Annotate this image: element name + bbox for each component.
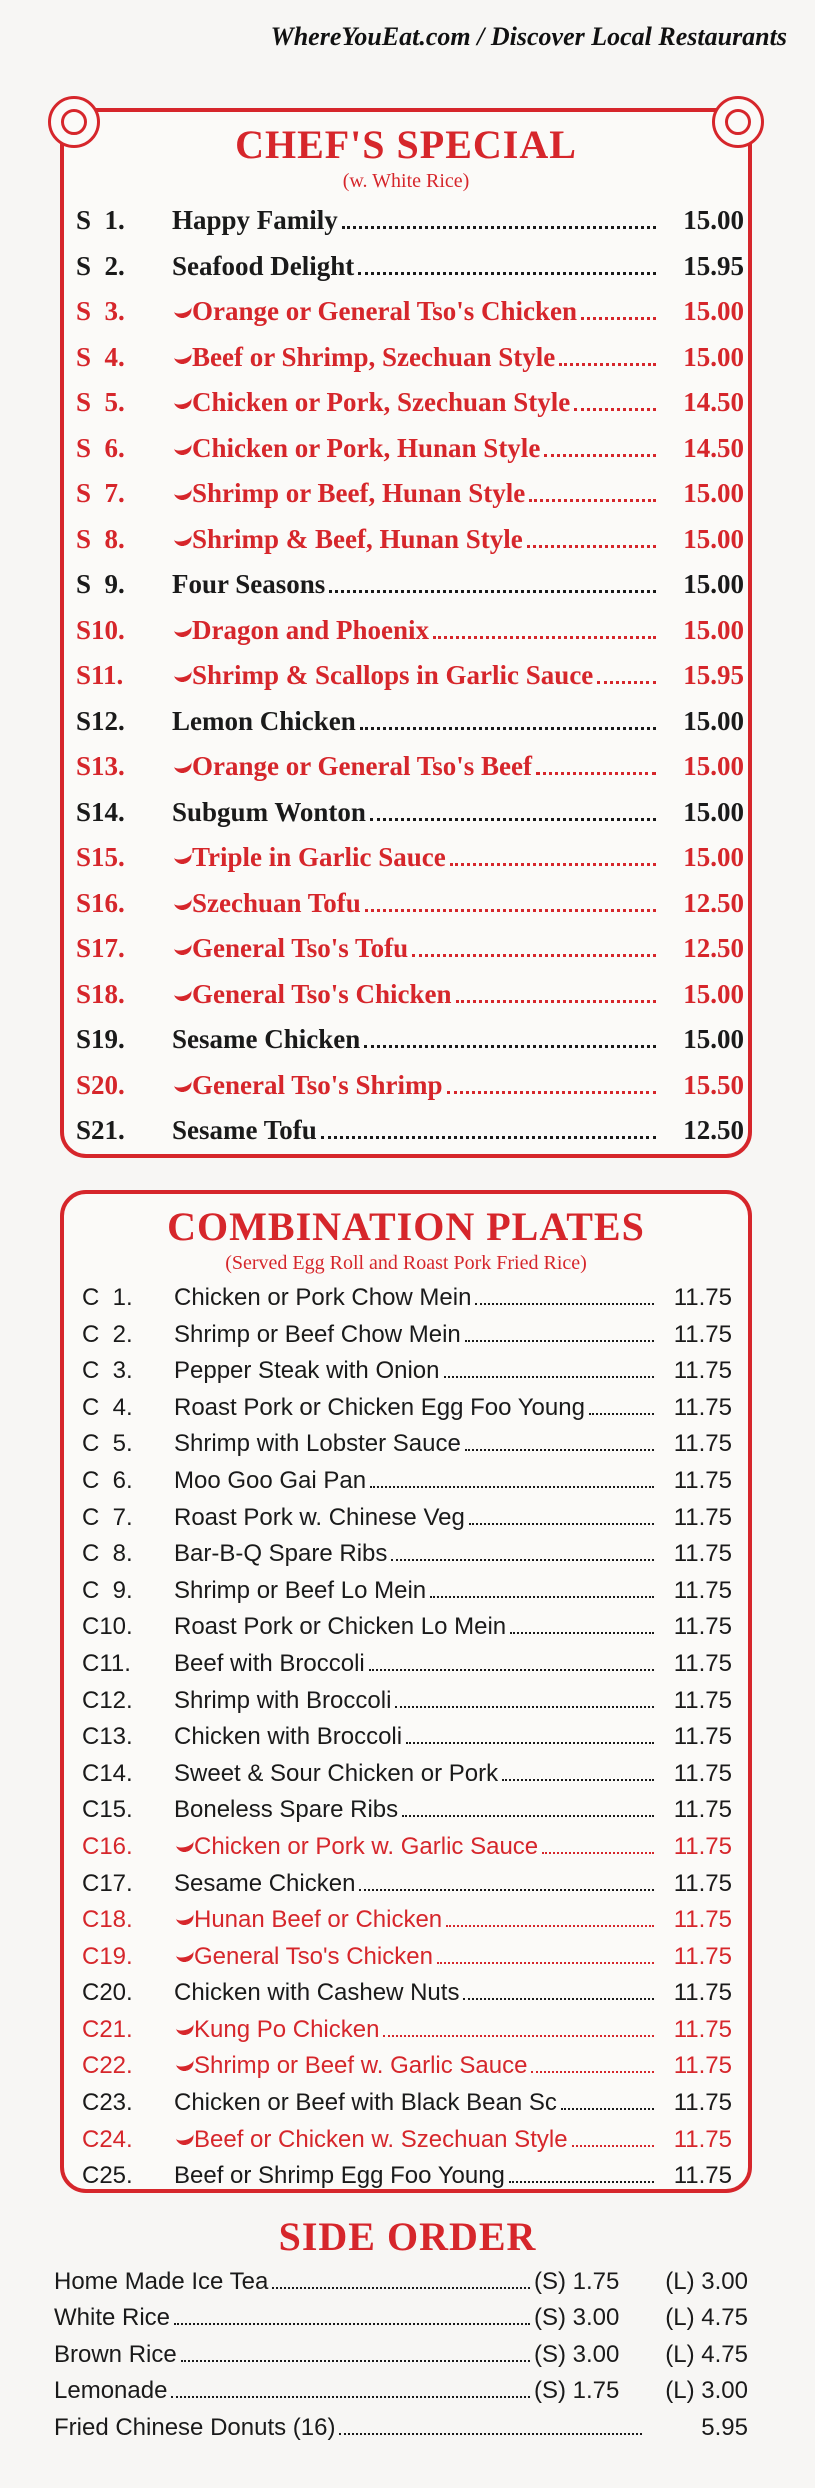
item-name: Beef with Broccoli	[174, 1649, 365, 1677]
large-price: (L) 4.75	[665, 2340, 748, 2368]
item-price: 11.75	[673, 1613, 732, 1641]
item-price: 12.50	[683, 887, 744, 918]
item-price: 15.95	[683, 250, 744, 281]
item-code: S13.	[76, 751, 125, 781]
item-name: Fried Chinese Donuts (16)	[54, 2413, 336, 2441]
item-name: Four Seasons	[172, 569, 326, 599]
item-code: C14.	[82, 1759, 133, 1787]
item-code: S19.	[76, 1024, 125, 1054]
menu-list	[76, 198, 744, 1154]
item-code: C25.	[82, 2162, 133, 2190]
item-code: S21.	[76, 1115, 125, 1145]
menu-item	[82, 1829, 732, 1866]
leader-dots	[447, 1091, 656, 1094]
menu-item	[76, 517, 744, 563]
item-name: Lemonade	[54, 2377, 168, 2405]
hot-pepper-icon	[174, 896, 192, 906]
item-code: C24.	[82, 2125, 133, 2153]
item-code: C22.	[82, 2052, 133, 2080]
hot-pepper-icon	[174, 441, 192, 451]
leader-dots	[444, 1376, 655, 1378]
item-name: General Tso's Tofu	[192, 933, 409, 963]
item-name: Orange or General Tso's Beef	[192, 751, 532, 781]
item-price: 11.75	[673, 1540, 732, 1568]
item-code: S15.	[76, 842, 125, 872]
item-price: 15.00	[683, 296, 744, 326]
menu-item	[82, 1609, 732, 1646]
item-code: S 9.	[76, 569, 125, 599]
item-name: General Tso's Shrimp	[192, 1069, 443, 1100]
leader-dots	[465, 1449, 654, 1451]
item-price: 11.75	[673, 1723, 732, 1751]
item-name: Shrimp or Beef Chow Mein	[174, 1320, 461, 1348]
side-order-list	[54, 2264, 748, 2446]
leader-dots	[412, 954, 656, 957]
item-code: C21.	[82, 2015, 133, 2043]
leader-dots	[171, 2396, 530, 2398]
item-code: C10.	[82, 1613, 133, 1641]
item-price: 11.75	[673, 1284, 732, 1311]
item-code: S 7.	[76, 478, 125, 508]
leader-dots	[433, 636, 656, 639]
item-code: C23.	[82, 2089, 133, 2117]
menu-item	[82, 1939, 732, 1976]
leader-dots	[527, 545, 656, 548]
leader-dots	[544, 454, 656, 457]
item-price: 14.50	[683, 387, 744, 417]
item-name: Beef or Chicken w. Szechuan Style	[194, 2125, 568, 2153]
menu-item	[76, 608, 744, 654]
menu-item	[82, 2048, 732, 2085]
leader-dots	[502, 1779, 654, 1781]
item-name: Happy Family	[172, 205, 338, 235]
item-price: 11.75	[673, 1576, 732, 1604]
item-price: 11.75	[673, 2015, 732, 2043]
hot-pepper-icon	[176, 2131, 194, 2141]
leader-dots	[463, 1998, 654, 2000]
menu-item	[76, 881, 744, 927]
item-name: Triple in Garlic Sauce	[192, 842, 446, 872]
menu-item	[82, 1719, 732, 1756]
menu-item	[82, 1756, 732, 1793]
menu-item	[82, 1317, 732, 1354]
hot-pepper-icon	[176, 1911, 194, 1921]
item-code: S20.	[76, 1069, 125, 1100]
item-name: Brown Rice	[54, 2340, 177, 2368]
item-code: C 8.	[82, 1540, 133, 1568]
item-price: 11.75	[673, 1393, 732, 1421]
section-title: SIDE ORDER	[278, 2214, 537, 2259]
leader-dots	[329, 590, 656, 593]
item-price: 12.50	[683, 933, 744, 963]
leader-dots	[391, 1559, 654, 1561]
menu-item	[82, 1426, 732, 1463]
item-name: Boneless Spare Ribs	[174, 1796, 399, 1824]
side-item	[54, 2264, 748, 2300]
leader-dots	[321, 1136, 656, 1139]
item-price: 15.50	[683, 1069, 744, 1100]
menu-item	[76, 926, 744, 972]
item-code: C19.	[82, 1942, 133, 1970]
leader-dots	[406, 1742, 654, 1744]
item-price: 11.75	[673, 1759, 732, 1787]
item-name: Sesame Chicken	[172, 1024, 361, 1054]
item-name: Beef or Shrimp Egg Foo Young	[174, 2162, 505, 2190]
item-name: Bar-B-Q Spare Ribs	[174, 1540, 388, 1568]
item-name: Roast Pork or Chicken Egg Foo Young	[174, 1393, 585, 1421]
item-code: C 4.	[82, 1393, 133, 1421]
menu-item	[76, 744, 744, 790]
leader-dots	[589, 1413, 654, 1415]
item-name: General Tso's Chicken	[194, 1942, 433, 1970]
leader-dots	[572, 2145, 654, 2147]
menu-item	[82, 1573, 732, 1610]
hot-pepper-icon	[174, 623, 192, 633]
item-price: 15.00	[683, 341, 744, 372]
section-title: COMBINATION PLATES	[167, 1204, 645, 1249]
site-header[interactable]: WhereYouEat.com / Discover Local Restaurants	[270, 22, 787, 51]
menu-item	[82, 1792, 732, 1829]
item-name: Szechuan Tofu	[192, 887, 361, 918]
menu-item	[82, 1902, 732, 1939]
leader-dots	[542, 1852, 654, 1854]
item-name: Moo Goo Gai Pan	[174, 1466, 367, 1494]
leader-dots	[364, 1045, 656, 1048]
large-price: (L) 4.75	[665, 2304, 748, 2332]
menu-item	[82, 1536, 732, 1573]
leader-dots	[529, 499, 656, 502]
item-name: Roast Pork w. Chinese Veg	[174, 1503, 465, 1531]
item-name: Chicken or Beef with Black Bean Sc	[174, 2089, 557, 2117]
item-code: C 5.	[82, 1430, 133, 1458]
item-code: S16.	[76, 887, 125, 918]
leader-dots	[359, 1889, 654, 1891]
item-code: C16.	[82, 1832, 133, 1860]
hot-pepper-icon	[174, 304, 192, 314]
leader-dots	[369, 1669, 654, 1671]
menu-item	[82, 2158, 732, 2195]
item-price: 11.75	[673, 1832, 732, 1860]
hot-pepper-icon	[176, 2057, 194, 2067]
item-code: C15.	[82, 1796, 133, 1824]
section-title: CHEF'S SPECIAL	[235, 122, 577, 167]
hot-pepper-icon	[174, 987, 192, 997]
leader-dots	[509, 2181, 654, 2183]
item-code: C 3.	[82, 1357, 133, 1385]
menu-item	[76, 335, 744, 381]
item-name: Chicken or Pork, Hunan Style	[192, 432, 541, 463]
menu-item	[82, 2085, 732, 2122]
item-price: 11.75	[673, 2125, 732, 2153]
menu-item	[76, 426, 744, 472]
item-price: 11.75	[673, 2089, 732, 2117]
item-price: 15.00	[683, 705, 744, 736]
item-name: Chicken or Pork Chow Mein	[174, 1284, 472, 1311]
side-item	[54, 2410, 748, 2446]
leader-dots	[339, 2433, 642, 2435]
item-name: Dragon and Phoenix	[192, 614, 430, 645]
leader-dots	[360, 727, 656, 730]
item-price: 15.00	[683, 842, 744, 872]
leader-dots	[402, 1815, 654, 1817]
item-code: C 6.	[82, 1466, 133, 1494]
item-code: S11.	[76, 660, 124, 690]
item-price: 11.75	[673, 1320, 732, 1348]
menu-item	[82, 1866, 732, 1903]
menu-item	[76, 198, 744, 244]
menu-item	[76, 790, 744, 836]
menu-item	[76, 380, 744, 426]
leader-dots	[510, 1632, 654, 1634]
menu-item	[76, 471, 744, 517]
leader-dots	[383, 2035, 654, 2037]
item-price: 11.75	[673, 1942, 732, 1970]
menu-item	[76, 562, 744, 608]
item-name: Orange or General Tso's Chicken	[192, 296, 578, 326]
item-code: S10.	[76, 614, 125, 645]
leader-dots	[370, 1486, 654, 1488]
item-name: Lemon Chicken	[172, 705, 356, 736]
item-code: S14.	[76, 796, 125, 827]
item-code: C11.	[82, 1649, 131, 1677]
leader-dots	[446, 1925, 654, 1927]
leader-dots	[358, 272, 656, 275]
menu-item	[82, 1353, 732, 1390]
item-price: 5.95	[701, 2413, 748, 2441]
small-price: (S) 1.75	[534, 2268, 620, 2295]
menu-item	[76, 653, 744, 699]
leader-dots	[456, 1000, 656, 1003]
item-code: C20.	[82, 1979, 133, 2007]
item-name: Sesame Tofu	[172, 1115, 317, 1145]
item-code: C12.	[82, 1686, 133, 1714]
menu-item	[76, 1017, 744, 1063]
item-code: S 5.	[76, 387, 125, 417]
leader-dots	[370, 818, 656, 821]
leader-dots	[395, 1706, 654, 1708]
hot-pepper-icon	[176, 1948, 194, 1958]
item-name: Shrimp & Scallops in Garlic Sauce	[192, 660, 594, 690]
leader-dots	[597, 681, 656, 684]
small-price: (S) 1.75	[534, 2377, 620, 2405]
item-price: 15.00	[683, 569, 744, 599]
leader-dots	[531, 2071, 654, 2073]
menu-item	[82, 1975, 732, 2012]
small-price: (S) 3.00	[534, 2304, 620, 2332]
item-price: 15.00	[683, 478, 744, 508]
menu-list	[82, 1280, 732, 2195]
ornament-icon	[48, 96, 100, 148]
leader-dots	[174, 2323, 530, 2325]
item-name: White Rice	[54, 2304, 171, 2332]
leader-dots	[437, 1962, 654, 1964]
item-price: 11.75	[673, 1649, 732, 1677]
item-price: 14.50	[683, 432, 744, 463]
item-name: Sweet & Sour Chicken or Pork	[174, 1759, 499, 1787]
item-code: C 2.	[82, 1320, 133, 1348]
item-price: 15.00	[683, 523, 744, 554]
item-code: S 4.	[76, 341, 125, 372]
item-price: 15.00	[683, 614, 744, 645]
hot-pepper-icon	[176, 2021, 194, 2031]
leader-dots	[465, 1340, 654, 1342]
menu-item	[76, 1063, 744, 1109]
menu-item	[82, 1390, 732, 1427]
item-name: Shrimp & Beef, Hunan Style	[192, 523, 523, 554]
item-code: S 8.	[76, 523, 125, 554]
item-code: C 9.	[82, 1576, 133, 1604]
item-code: S17.	[76, 933, 125, 963]
hot-pepper-icon	[174, 532, 192, 542]
menu-item	[82, 1646, 732, 1683]
item-name: Chicken with Broccoli	[174, 1723, 403, 1751]
hot-pepper-icon	[174, 668, 192, 678]
item-name: Shrimp with Lobster Sauce	[174, 1430, 461, 1458]
menu-item	[76, 244, 744, 290]
leader-dots	[450, 863, 656, 866]
item-code: C 1.	[82, 1284, 133, 1311]
item-price: 11.75	[673, 1503, 732, 1531]
item-name: Chicken with Cashew Nuts	[174, 1979, 460, 2007]
item-price: 15.95	[683, 660, 744, 690]
hot-pepper-icon	[174, 350, 192, 360]
menu-item	[82, 1280, 732, 1317]
menu-item	[76, 699, 744, 745]
item-name: Beef or Shrimp, Szechuan Style	[192, 341, 556, 372]
item-name: Roast Pork or Chicken Lo Mein	[174, 1613, 507, 1641]
hot-pepper-icon	[174, 759, 192, 769]
item-name: Seafood Delight	[172, 250, 355, 281]
menu-item	[82, 2122, 732, 2159]
item-name: Shrimp with Broccoli	[174, 1686, 392, 1714]
item-price: 15.00	[683, 1024, 744, 1054]
combination-plates-panel	[60, 1190, 752, 2193]
leader-dots	[475, 1303, 654, 1305]
chefs-special-panel	[60, 108, 752, 1158]
leader-dots	[430, 1596, 654, 1598]
item-price: 15.00	[683, 978, 744, 1009]
item-price: 11.75	[673, 1869, 732, 1897]
leader-dots	[181, 2360, 530, 2362]
leader-dots	[561, 2108, 654, 2110]
small-price: (S) 3.00	[534, 2340, 620, 2368]
item-price: 11.75	[673, 1686, 732, 1714]
item-name: Chicken or Pork w. Garlic Sauce	[194, 1832, 539, 1860]
leader-dots	[469, 1523, 654, 1525]
large-price: (L) 3.00	[665, 2268, 748, 2295]
leader-dots	[365, 909, 656, 912]
menu-item	[82, 1683, 732, 1720]
ornament-icon	[712, 96, 764, 148]
menu-item	[82, 2012, 732, 2049]
item-code: C17.	[82, 1869, 133, 1897]
item-name: General Tso's Chicken	[192, 978, 452, 1009]
hot-pepper-icon	[176, 1838, 194, 1848]
item-price: 11.75	[673, 2052, 732, 2080]
item-price: 11.75	[673, 1357, 732, 1385]
item-code: C 7.	[82, 1503, 133, 1531]
item-price: 11.75	[673, 1466, 732, 1494]
leader-dots	[272, 2287, 530, 2289]
item-name: Pepper Steak with Onion	[174, 1357, 440, 1385]
item-name: Subgum Wonton	[172, 796, 366, 827]
item-code: S18.	[76, 978, 125, 1009]
section-subtitle: (w. White Rice)	[342, 170, 470, 192]
item-name: Chicken or Pork, Szechuan Style	[192, 387, 571, 417]
leader-dots	[574, 408, 656, 411]
item-name: Kung Po Chicken	[194, 2015, 380, 2043]
item-name: Home Made Ice Tea	[54, 2268, 269, 2295]
hot-pepper-icon	[174, 1078, 192, 1088]
item-price: 15.00	[683, 205, 744, 235]
item-price: 12.50	[683, 1115, 744, 1145]
item-code: C13.	[82, 1723, 133, 1751]
item-code: S12.	[76, 705, 125, 736]
leader-dots	[559, 363, 656, 366]
hot-pepper-icon	[174, 850, 192, 860]
item-name: Sesame Chicken	[174, 1869, 356, 1897]
hot-pepper-icon	[174, 941, 192, 951]
item-name: Shrimp or Beef Lo Mein	[174, 1576, 427, 1604]
item-code: C18.	[82, 1906, 133, 1934]
leader-dots	[536, 772, 656, 775]
item-name: Hunan Beef or Chicken	[194, 1906, 443, 1934]
item-price: 15.00	[683, 751, 744, 781]
leader-dots	[342, 226, 656, 229]
side-item	[54, 2373, 748, 2409]
menu-item	[76, 972, 744, 1018]
item-price: 11.75	[673, 1430, 732, 1458]
side-item	[54, 2300, 748, 2336]
hot-pepper-icon	[174, 395, 192, 405]
menu-item	[76, 1108, 744, 1154]
item-price: 15.00	[683, 796, 744, 827]
side-item	[54, 2337, 748, 2373]
item-code: S 1.	[76, 205, 125, 235]
leader-dots	[581, 317, 656, 320]
item-code: S 2.	[76, 250, 125, 281]
item-price: 11.75	[673, 1796, 732, 1824]
menu-item	[76, 835, 744, 881]
menu-item	[82, 1463, 732, 1500]
menu-item	[82, 1500, 732, 1537]
item-price: 11.75	[673, 1979, 732, 2007]
hot-pepper-icon	[174, 486, 192, 496]
item-code: S 3.	[76, 296, 125, 326]
item-price: 11.75	[673, 2162, 732, 2190]
menu-item	[76, 289, 744, 335]
section-subtitle: (Served Egg Roll and Roast Pork Fried Rice)	[225, 1252, 587, 1274]
large-price: (L) 3.00	[665, 2377, 748, 2405]
item-name: Shrimp or Beef w. Garlic Sauce	[194, 2052, 528, 2080]
item-name: Shrimp or Beef, Hunan Style	[192, 478, 526, 508]
item-code: S 6.	[76, 432, 125, 463]
item-price: 11.75	[673, 1906, 732, 1934]
